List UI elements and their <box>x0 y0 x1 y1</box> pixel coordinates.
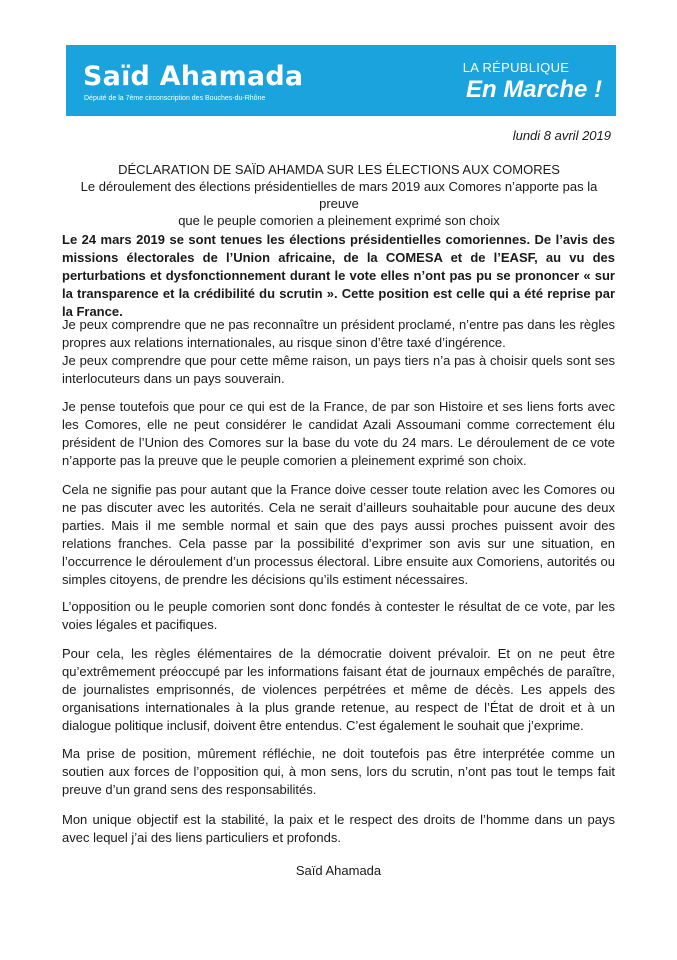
party-logo-main: En Marche ! <box>465 76 602 103</box>
heading-subtitle-line-1: Le déroulement des élections présidentielles de mars 2019 aux Comores n’apporte pas la preuve <box>80 179 598 211</box>
paragraph-6: Pour cela, les règles élémentaires de la démocratie doivent prévaloir. Et on ne peut être qu’extrêmement préoccupé par les informations faisant état de journaux empêchés de paraître, de journalistes emprisonnés, de violences perpétrées et même de décès. Les appels des organisations internationales à la plus grande retenue, au respect de l’État de droit et à un dialogue politique inclusif, doivent être entendus. C’est également le souhait que j’exprime. <box>62 646 615 733</box>
paragraph-4: Cela ne signifie pas pour autant que la France doive cesser toute relation avec les Comores ou ne pas discuter avec les autorités. Cela ne serait d’ailleurs souhaitable pour aucune des deux parties. Mais il me semble normal et sain que des pays aussi proches puissent avoir des relations franches. Cela passe par la possibilité d’exprimer son avis sur une situation, en l’occurrence le déroulement d’un processus électoral. Libre ensuite aux Comoriens, autorités ou simples citoyens, de prendre les décisions qu’ils estiment nécessaires. <box>62 482 615 587</box>
paragraph-intro: Le 24 mars 2019 se sont tenues les élections présidentielles comoriennes. De l’avis des missions électorales de l’Union africaine, de la COMESA et de l’EASF, au vu des perturbations et dysfonctionnement durant le vote elles n’ont pas pu se prononcer « sur la transparence et la crédibilité du scrutin ». Cette position est celle qui a été reprise par la France. <box>62 232 615 319</box>
party-logo-top: LA RÉPUBLIQUE <box>462 60 570 75</box>
paragraph-2b: Je peux comprendre que pour cette même raison, un pays tiers n’a pas à choisir quels sont ses interlocuteurs dans un pays souverain. <box>62 353 615 386</box>
paragraph-7: Ma prise de position, mûrement réfléchie, ne doit toutefois pas être interprétée comme un soutien aux forces de l’opposition qui, à mon sens, lors du scrutin, n’ont pas tout le temps fait preuve d’un grand sens des responsabilités. <box>62 746 615 797</box>
document-date: lundi 8 avril 2019 <box>512 128 611 143</box>
heading-subtitle-line-2: que le peuple comorien a pleinement exprimé son choix <box>178 213 500 228</box>
heading-title: DÉCLARATION DE SAÏD AHAMDA SUR LES ÉLECTIONS AUX COMORES <box>118 162 560 177</box>
document-heading <box>66 161 612 229</box>
header-banner <box>66 45 616 116</box>
paragraph-8: Mon unique objectif est la stabilité, la paix et le respect des droits de l’homme dans un pays avec lequel j’ai des liens particuliers et profonds. <box>62 812 615 845</box>
signature: Saïd Ahamada <box>295 863 382 878</box>
author-name: Saïd Ahamada <box>83 61 304 92</box>
paragraph-3: Je pense toutefois que pour ce qui est de la France, de par son Histoire et ses liens forts avec les Comores, elle ne peut considérer le candidat Azali Assoumani comme correctement élu président de l’Union des Comores sur la base du vote du 24 mars. Le déroulement de ce vote n’apporte pas la preuve que le peuple comorien a pleinement exprimé son choix. <box>62 399 615 468</box>
paragraph-5: L’opposition ou le peuple comorien sont donc fondés à contester le résultat de ce vote, par les voies légales et pacifiques. <box>62 599 615 632</box>
paragraph-2a: Je peux comprendre que ne pas reconnaître un président proclamé, n’entre pas dans les règles propres aux relations internationales, au risque sinon d’être taxé d’ingérence. <box>62 317 615 350</box>
author-subtitle: Député de la 7ème circonscription des Bouches-du-Rhône <box>84 95 266 102</box>
